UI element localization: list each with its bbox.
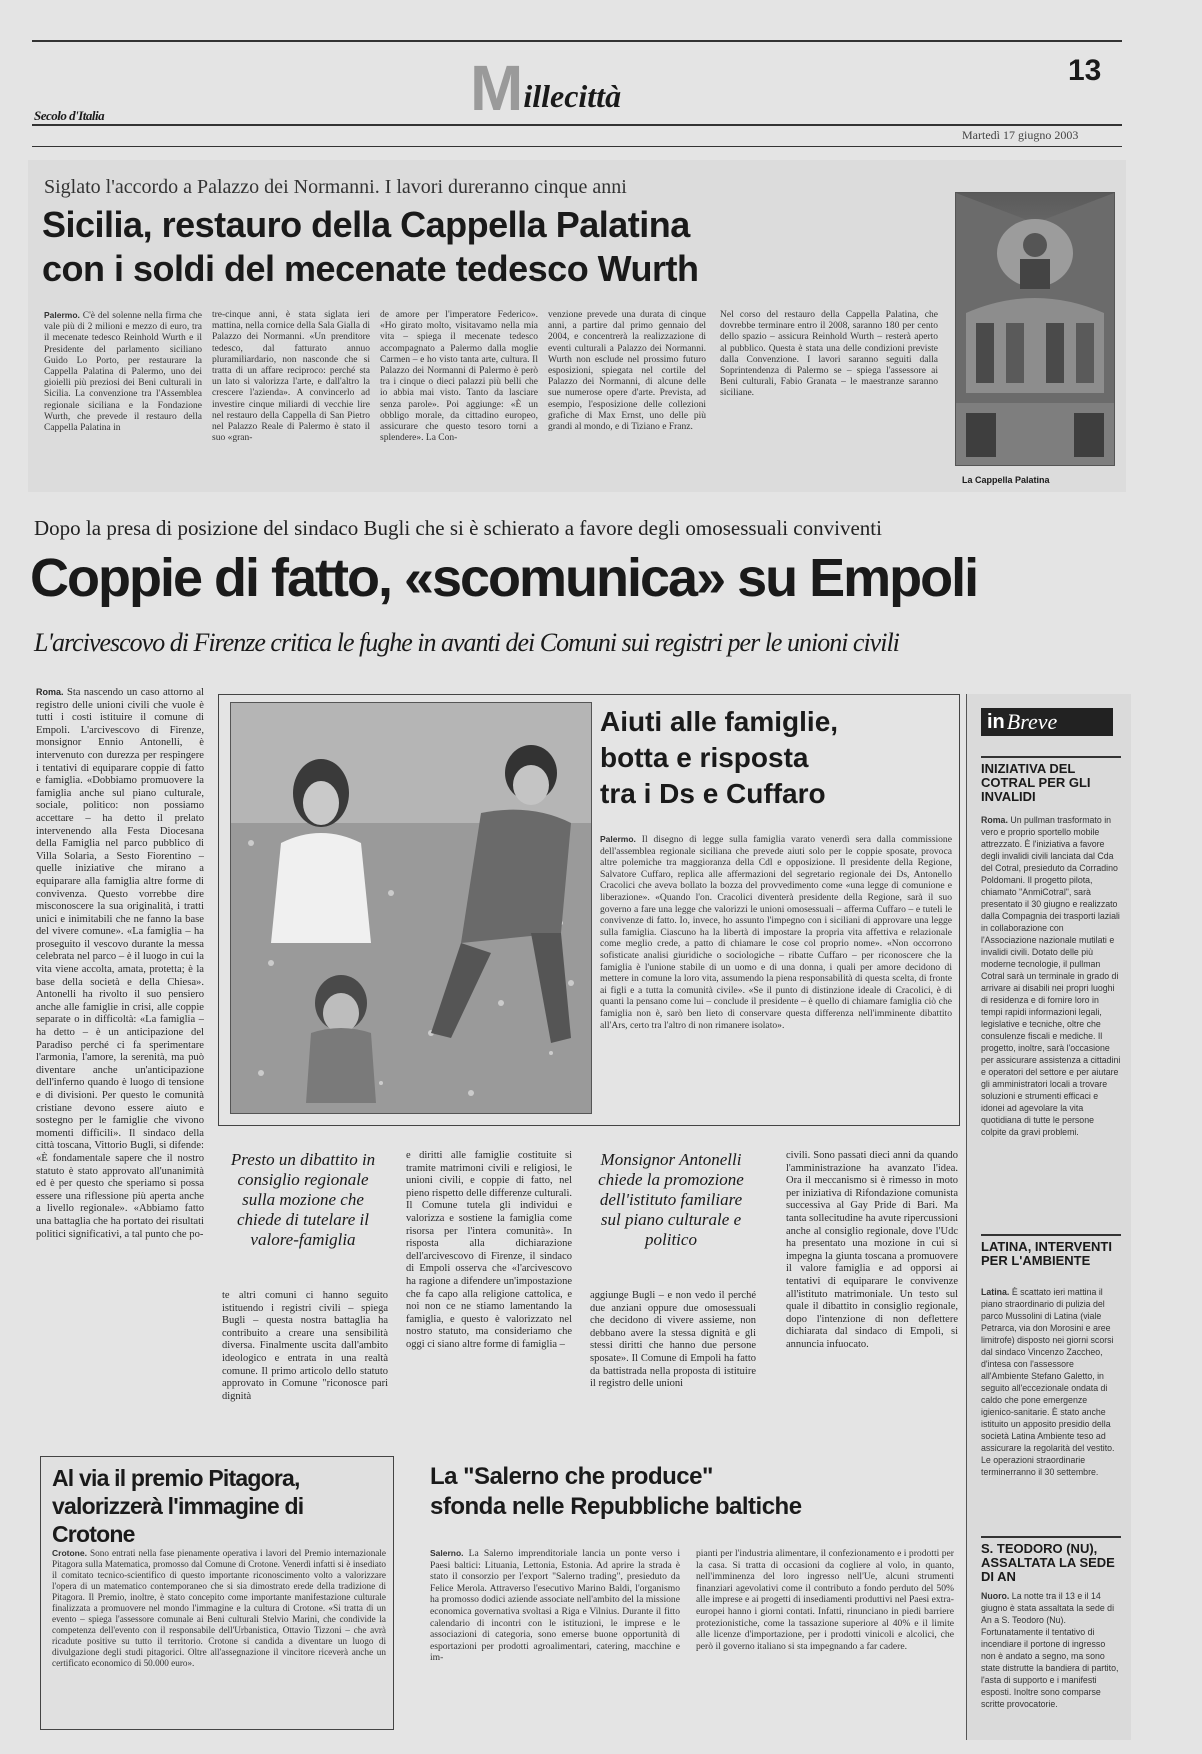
in-breve-label-in: in <box>987 710 1005 733</box>
family-meadow-photo <box>230 702 592 1114</box>
article-coppie-col-mid-a: te altri comuni ci hanno seguito istituendo i registri civili – spiega Bugli – questa nostra battaglia ha contribuito a creare una sensibilità diversa. Finalmente uscita dall'ambito ideologico e entrata in una realtà comune. Il primo articolo dello statuto approvato in Comune "riconosce pari dignità <box>222 1290 388 1402</box>
page-number: 13 <box>1068 54 1102 87</box>
article-coppie-dateline: Roma. <box>36 687 64 697</box>
newspaper-name: Secolo d'Italia <box>34 108 105 123</box>
breve-item-2-body: Latina. È scattato ieri mattina il piano straordinario di pulizia del parco Mussolini di Latina (viale Petrarca, via don Morosini e aree limitrofe) disposto nei giorni scorsi dal sindaco Vincenzo Zaccheo, d'intesa con l'assessore all'Ambiente Stefano Galetto, in seguito all'eccezionale ondata di caldo che pone emergenze igienico-sanitarie. È stato anche istituito un apposito presidio della società Latina Ambiente teso ad assicurare la regolarità del vestito. Le operazioni straordinarie terminerranno il 30 settembre. <box>981 1287 1115 1477</box>
article-aiuti-body: Palermo. Il disegno di legge sulla famiglia varato venerdì sera dalla commissione dell'assemblea regionale siciliana che prevede aiuti solo per le coppie sposate, provoca altre polemiche tra maggioranza della Cdl e opposizione. Il presidente della Regione, Salvatore Cuffaro, replica alle affermazioni del segretario regionale dei Ds, Antonello Cracolici che aveva bollato la bozza del provvedimento come «una legge di comunione e liberazione». «Quando l'on. Cracolici diventerà presidente della Regione, sarà il suo governo a fare una legge che valorizzi le unioni omosessuali – afferma Cuffaro – e tuteli le convivenze di fatto. Io, invece, ho assunto l'impegno con i siciliani di approvare una legge sulla famiglia. Ciascuno ha la libertà di impostare la propria vita affettiva e relazionale come meglio crede, a patto di chiamare le cose col proprio nome». «Non occorrono sofisticate analisi giuridiche o sociologiche – ribatte Cuffaro – per riconoscere che la famiglia è l'unione stabile di un uomo e di una donna, i quali per amore decidono di mettere in comune la loro vita, assumendo la piena responsabilità di questa scelta, di fronte ai figli e a tutta la comunità civile». «Se il punto di distinzione ideale di Cracolici, è di quanti la pensano come lui – conclude il presidente – è quello di chiamare famiglia ciò che famiglia non è, sarò ben lieto di conservare questa differenza nell'imminente dibattito all'Ars, certo tra l'altro di non rimanere isolato». <box>600 834 952 1031</box>
breve-item-3-body: Nuoro. La notte tra il 13 e il 14 giugno è stata assaltata la sede di An a S. Teodoro (Nu). Fortunatamente il tentativo di incendiare il portone di ingresso non è andato a segno, ma sono state distrutte la bandiera di partito, l'asta di supporto e i manifesti esposti. Inoltre sono comparse scritte provocatorie. <box>981 1591 1119 1709</box>
pull-quote-antonelli: Monsignor Antonelli chiede la promozione dell'istituto familiare sul piano culturale e politico <box>598 1150 744 1249</box>
breve-item-1-title: INIZIATIVA DEL COTRAL PER GLI INVALIDI <box>981 756 1121 804</box>
family-meadow-image <box>231 703 591 1113</box>
article-salerno-headline-2: sfonda nelle Repubbliche baltiche <box>430 1493 802 1520</box>
in-breve-label-breve: Breve <box>1006 709 1058 734</box>
article-coppie-subheadline: L'arcivescovo di Firenze critica le fughe in avanti dei Comuni sui registri per le unioni civili <box>34 628 899 657</box>
breve-item-2-dateline: Latina. <box>981 1287 1010 1297</box>
article-salerno-headline <box>430 1462 950 1522</box>
article-coppie-col-mid-b: e diritti alle famiglie costituite si tramite matrimoni civili e religiosi, le unioni civili, e coppie di fatto, nel pieno rispetto delle differenze culturali. Il Comune tutela gli individui e valorizza e sostiene la famiglia come risorsa per l'intera comunità». In risposta alla dichiarazione dell'arcivescovo di Firenze, il sindaco di Empoli osserva che «l'arcivescovo ha ragione a difendere un'impostazione che fa capo alla religione cattolica, e noi non ce ne stiamo lamentando la famiglia, e questo è valorizzato nel nostro statuto, ma consideriamo che oggi ci siano altre forme di famiglia – <box>406 1150 572 1350</box>
article-restauro-headline-1: Sicilia, restauro della Cappella Palatina <box>42 204 690 245</box>
article-coppie-kicker: Dopo la presa di posizione del sindaco Bugli che si è schierato a favore degli omosessuali conviventi <box>34 516 882 540</box>
article-aiuti-headline <box>600 704 950 812</box>
article-salerno-dateline: Salerno. <box>430 1548 464 1558</box>
article-pitagora-dateline: Crotone. <box>52 1548 87 1558</box>
breve-item-3-title: S. TEODORO (NU), ASSALTATA LA SEDE DI AN <box>981 1536 1121 1584</box>
article-restauro-col-5: Nel corso del restauro della Cappella Palatina, che dovrebbe terminare entro il 2008, saranno 180 per cento dello spazio – assicura Reinhold Wurth – resterà aperto al pubblico. Questa è stata una delle condizioni previste dalla Convenzione. I lavori saranno seguiti dalla Soprintendenza di Palermo se – spiega l'assessore ai Beni culturali, Fabio Granata – le maestranze saranno siciliane. <box>720 310 938 399</box>
article-aiuti-headline-2: botta e risposta <box>600 742 809 773</box>
breve-item-3-dateline: Nuoro. <box>981 1591 1010 1601</box>
date-rule <box>32 146 1122 147</box>
pull-quote-dibattito: Presto un dibattito in consiglio regionale sulla mozione che chiede di tutelare il valore-famiglia <box>230 1150 376 1249</box>
in-breve-sidebar <box>966 694 1131 1740</box>
article-restauro-headline-2: con i soldi del mecenate tedesco Wurth <box>42 248 699 289</box>
article-salerno-headline-1: La "Salerno che produce" <box>430 1463 713 1490</box>
article-pitagora-headline <box>52 1464 388 1548</box>
article-restauro-col-2: tre-cinque anni, è stata siglata ieri mattina, nella cornice della Sala Gialla di Palazzo dei Normanni. «Un prenditore tedesco, dal fatturato annuo pluramiliardario, non nasconde che si tratta di un affare reciproco: perché sta un lato si valorizza l'arte, e dall'altro la crescere l'azienda». A convincerlo ad investire cinque miliardi di vecchie lire nel restauro della Cappella di San Pietro nel Palazzo Reale di Palermo è stato il suo «gran- <box>212 310 370 444</box>
article-pitagora-body: Crotone. Sono entrati nella fase pienamente operativa i lavori del Premio internazionale Pitagora sulla Matematica, promosso dal Comune di Crotone. Venerdì infatti si è insediato il comitato tecnico-scientifico di questo importante riconoscimento volto a valorizzare l'opera di un matematico contemporaneo che si sia dimostrato erede della tradizione di Pitagora. Il Premio, inoltre, è stato concepito come importante manifestazione culturale finalizzata a promuovere nel mondo l'immagine e la cultura di Crotone. «Si tratta di un evento – spiega l'assessore comunale ai Beni culturali Stelvio Marini, che condivide la competenza dell'evento con il responsabile dell'Urbanistica, Ottavio Tizzoni – che avrà ricadute positive su tutto il territorio. Crotone si candida a diventare un luogo di divulgazione degli studi pitagorici. Oltre all'assegnazione il vincitore riceverà anche un certificato economico di 50.000 euro». <box>52 1548 386 1668</box>
article-coppie-col-right-b: civili. Sono passati dieci anni da quando l'amministrazione ha avanzato l'idea. Ora il meccanismo si è rimesso in moto per iniziativa di Rifondazione comunista successiva al Gay Pride di Bari. Ma tanta sollecitudine ha avute ripercussioni anche al consiglio regionale, dove l'Udc ha presentato una mozione in cui si impegna la giunta toscana a promuovere il valore famiglia e ad opporsi ai tentativi di equiparare le convivenze all'istituto matrimoniale. Un testo sul quale il dibattito in consiglio regionale, dopo l'intenzione di non deflettere dichiarata dal sindaco di Empoli, si annuncia infuocato. <box>786 1150 958 1350</box>
article-restauro-col-4: venzione prevede una durata di cinque anni, a partire dal primo gennaio del 2004, e concentrerà la realizzazione di eventi culturali a Palazzo dei Normanni. Wurth non esclude nel prossimo futuro esposizioni, spiegata nel cortile del Palazzo dei Normanni, di alcune delle sue numerose opere d'arte. Prevista, ad esempio, l'esposizione delle collezioni grafiche di Max Ernst, uno delle più grandi al mondo, e di Tiziano e Franz. <box>548 310 706 433</box>
top-rule <box>32 40 1122 42</box>
in-breve-label <box>981 708 1113 736</box>
issue-date: Martedì 17 giugno 2003 <box>962 128 1079 142</box>
article-coppie-headline: Coppie di fatto, «scomunica» su Empoli <box>30 548 978 608</box>
breve-item-1-dateline: Roma. <box>981 815 1008 825</box>
article-coppie-col-left: Roma. Sta nascendo un caso attorno al registro delle unioni civili che vuole è tutti i costi istituire il comune di Empoli. L'arcivescovo di Firenze, monsignor Ennio Antonelli, è intervenuto con durezza per respingere i tentativi di equiparare coppie di fatto e famiglia. «Dobbiamo promuovere la famiglia anche sul piano culturale, sociale, politico: non possiamo accettare – ha detto il prelato intervenendo alla Festa Diocesana della Famiglia nel parco pubblico di Villa Solaria, a Sesto Fiorentino – quelle iniziative che mirano a equiparare alla famiglia altre forme di convivenza. Questo vorrebbe dire misconoscere la sua originalità, i tratti unici e inimitabili che ne fanno la base del vivere comune». «La famiglia – ha proseguito il vescovo durante la messa celebrata nel parco – è il luogo in cui la vita viene accolta, amata, protetta; è la base della società e della Chiesa». Antonelli ha rivolto il suo pensiero anche alle famiglie in crisi, alle coppie separate o in difficoltà: «La famiglia – ha detto – è un anticipazione del Paradiso perché ci fa sperimentare l'armonia, l'amore, la serenità, ma può diventare anche un'anticipazione dell'inferno quando è luogo di tensione e di divisioni. Per questo le comunità cristiane devono essere aiuto e sostegno per le famiglie che vivono momenti difficili». Il sindaco della città toscana, Vittorio Bugli, si difende: «È fondamentale sapere che il nostro statuto è stato approvato all'unanimità ed è per questo che speriamo si possa essere una riflessione più aperta anche a livello regionale». «Abbiamo fatto una battaglia che ha portato dei risultati politici significativi, a tal punto che po- <box>36 687 204 1240</box>
article-restauro-dateline: Palermo. <box>44 310 80 320</box>
cappella-mosaic-image <box>956 193 1114 465</box>
masthead-rule <box>32 124 1122 126</box>
article-coppie-col-right-a: aggiunge Bugli – e non vedo il perché due anziani oppure due omosessuali che decidono di vivere assieme, non debbano avere la stessa dignità e gli stessi diritti che hanno due persone sposate». Il Comune di Empoli ha fatto da battistrada nella proposta di istituire il registro delle unioni <box>590 1290 756 1390</box>
cappella-photo-caption: La Cappella Palatina <box>962 475 1050 485</box>
article-aiuti-headline-3: tra i Ds e Cuffaro <box>600 778 826 809</box>
article-pitagora-headline-1: Al via il premio Pitagora, <box>52 1465 300 1491</box>
section-title <box>470 50 622 124</box>
breve-item-1-body: Roma. Un pullman trasformato in vero e proprio sportello mobile attrezzato. È l'iniziativa a favore degli invalidi civili lanciata dal Cda del Cotral, presieduto da Corradino Poldomani. Il progetto pilota, chiamato "AnmiCotral", sarà presentato il 30 giugno e realizzato dalla Compagnia dei trasporti laziali in collaborazione con l'Associazione nazionale mutilati e invalidi civili. Dotato delle più moderne tecnologie, il pullman Cotral sarà un terminale in grado di arrivare ai disabili nei propri luoghi di residenza e di fornire loro in tempi rapidi informazioni legali, legislative e tecniche, oltre che consulenze fiscali e mediche. Il progetto, inoltre, sarà l'occasione per assicurare assistenza a cittadini e operatori del settore e per aiutare gli amministratori locali a trovare soluzioni e strumenti efficaci e idonei ad agevolare la vita quotidiana di tutte le persone colpite da gravi problemi. <box>981 815 1121 1137</box>
article-aiuti-headline-1: Aiuti alle famiglie, <box>600 706 839 737</box>
article-restauro-col-1: Palermo. C'è del solenne nella firma che vale più di 2 milioni e mezzo di euro, tra il mecenate tedesco Reinhold Wurth e il Presidente del parlamento siciliano Guido Lo Porto, per restaurare la Cappella Palatina di Palermo, uno dei gioielli più preziosi dei Beni culturali in Sicilia. La convenzione tra l'Assemblea regionale siciliana e la Fondazione Wurth, che prevede il restauro della Cappella Palatina in <box>44 310 202 434</box>
article-salerno-col-2: pianti per l'industria alimentare, il confezionamento e i prodotti per la casa. Si tratta di occasioni da cogliere al volo, in quanto, nell'imminenza del loro ingresso nell'Ue, alcuni strumenti finanziari agevolativi come il contributo a fondo perduto del 50% alle imprese e ai progetti di insediamenti produttivi nel Paesi extra-europei hanno i giorni contati. Infatti, rinunciano in piedi barriere protezionistiche, come la tassazione superiore al 40% e il limite alle licenze d'importazione, per i prodotti vinicoli e alcolici, che però il governo italiano si sta impegnando a far cadere. <box>696 1548 954 1652</box>
breve-item-2-title: LATINA, INTERVENTI PER L'AMBIENTE <box>981 1234 1121 1268</box>
article-pitagora-headline-2: valorizzerà l'immagine di Crotone <box>52 1493 304 1547</box>
article-restauro-col-3: de amore per l'imperatore Federico». «Ho girato molto, visitavamo nella mia vita – spiega il mecenate tedesco accompagnato a Palermo dalla moglie Carmen – e ho visto tanta arte, cultura. Il Palazzo dei Normanni di Palermo è però tra i cinque o dieci palazzi più belli che io abbia mai visto. Tanto da lasciare senza parole». Poi aggiunge: «È un obbligo morale, da cittadino europeo, assicurare che questo tesoro torni a splendere». La Con- <box>380 310 538 444</box>
article-aiuti-dateline: Palermo. <box>600 834 636 844</box>
article-salerno-col-1: Salerno. La Salerno imprenditoriale lancia un ponte verso i Paesi baltici: Lituania, Lettonia, Estonia. Ad aprire la strada è stato il consorzio per l'export "Salerno trading", presieduto da Felice Merola. Attraverso l'esecutivo Marino Baldi, l'organismo ha promosso dodici aziende associate nell'ambito del la missione economica governativa svoltasi a Riga e Vilnius. Durante il fitto calendario di incontri con le istituzioni, le imprese e le associazioni di categoria, sono emerse buone opportunità di esportazioni per prodotti agroalimentari, catering, macchine e im- <box>430 1548 680 1664</box>
section-title-rest: illecittà <box>523 78 622 114</box>
article-restauro-kicker: Siglato l'accordo a Palazzo dei Normanni. I lavori dureranno cinque anni <box>44 176 627 198</box>
section-title-initial: M <box>470 52 524 124</box>
cappella-palatina-photo <box>955 192 1115 466</box>
